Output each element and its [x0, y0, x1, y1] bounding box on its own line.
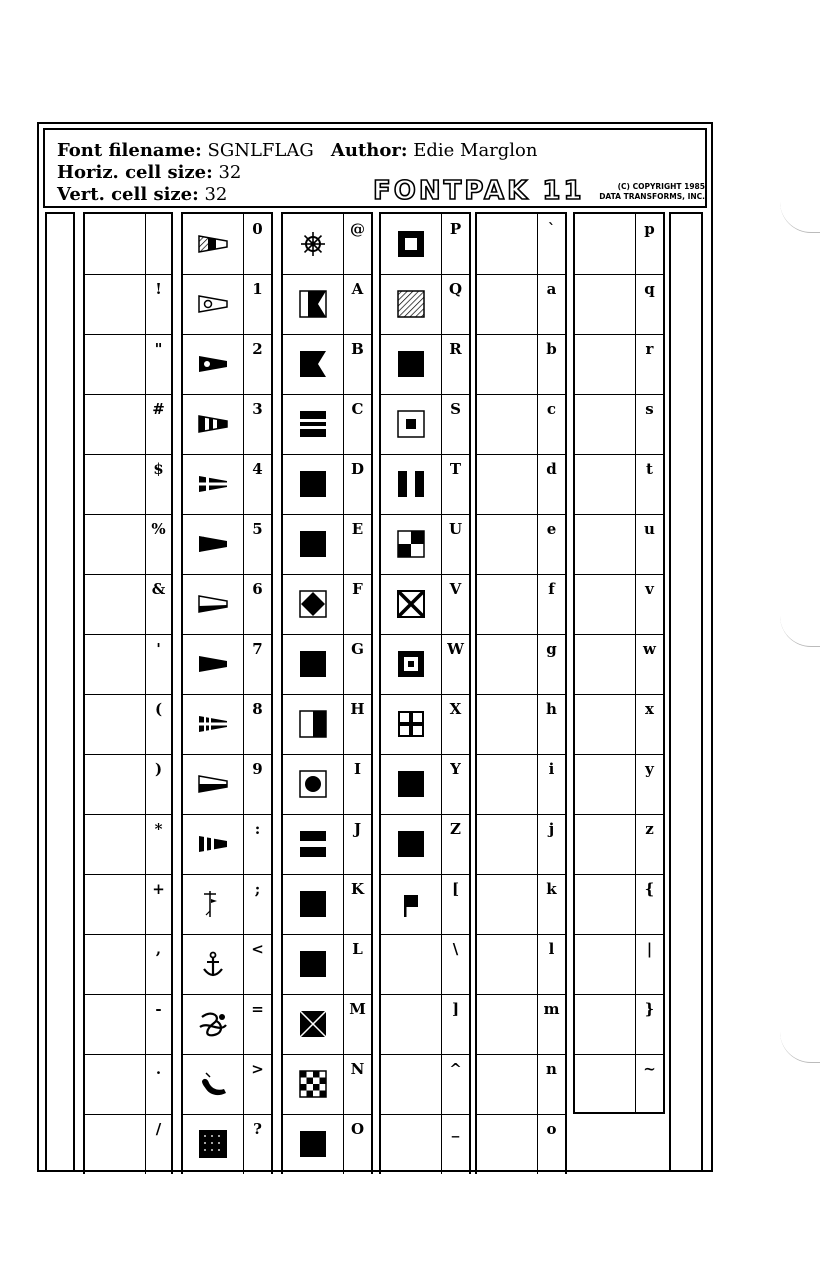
char-column-block	[181, 212, 273, 1174]
glyph-cell	[283, 514, 343, 574]
glyph-cell	[85, 694, 145, 754]
glyph-cell	[85, 394, 145, 454]
font-chart-sheet	[37, 122, 713, 1172]
glyph-cell	[283, 1054, 343, 1114]
anchor-icon	[196, 947, 230, 981]
glyph-cell	[477, 1114, 537, 1174]
char-label: S	[441, 394, 469, 454]
char-column-block	[83, 212, 173, 1174]
glyph-cell	[381, 694, 441, 754]
char-label: (	[145, 694, 171, 754]
char-label: }	[635, 994, 663, 1054]
glyph-cell	[85, 634, 145, 694]
char-label: U	[441, 514, 469, 574]
char-label: 2	[243, 334, 271, 394]
glyph-cell	[575, 574, 635, 634]
glyph-cell	[477, 454, 537, 514]
char-label: c	[537, 394, 565, 454]
glyph-cell	[575, 634, 635, 694]
horiz-size-label: Horiz. cell size:	[57, 162, 213, 183]
char-column-block	[475, 212, 567, 1174]
small-flag-icon	[394, 887, 428, 921]
glyph-cell	[183, 514, 243, 574]
glyph-cell	[85, 574, 145, 634]
glyph-cell	[575, 274, 635, 334]
glyph-cell	[381, 1114, 441, 1174]
char-label: C	[343, 394, 371, 454]
glyph-cell	[477, 694, 537, 754]
glyph-cell	[381, 274, 441, 334]
horiz-size-line	[57, 162, 241, 183]
char-label: $	[145, 454, 171, 514]
glyph-cell	[381, 814, 441, 874]
flag-q-icon	[394, 287, 428, 321]
char-label: '	[145, 634, 171, 694]
glyph-cell	[85, 1054, 145, 1114]
char-label: n	[537, 1054, 565, 1114]
char-label: &	[145, 574, 171, 634]
glyph-cell	[575, 454, 635, 514]
char-label: f	[537, 574, 565, 634]
glyph-cell	[381, 634, 441, 694]
char-column-block	[281, 212, 373, 1174]
char-label: >	[243, 1054, 271, 1114]
glyph-cell	[575, 754, 635, 814]
char-label: =	[243, 994, 271, 1054]
flag-l-icon	[296, 947, 330, 981]
glyph-cell	[85, 1114, 145, 1174]
pennant-cross-bars-icon	[196, 707, 230, 741]
glyph-cell	[85, 874, 145, 934]
punch-hole-middle	[780, 616, 820, 647]
copyright-line-1: (C) COPYRIGHT 1985	[617, 182, 705, 191]
flag-s-icon	[394, 407, 428, 441]
char-label: t	[635, 454, 663, 514]
glyph-cell	[477, 274, 537, 334]
font-filename: SGNLFLAG	[207, 140, 314, 161]
glyph-cell	[283, 994, 343, 1054]
flag-v-icon	[394, 587, 428, 621]
glyph-cell	[85, 814, 145, 874]
glyph-cell	[85, 214, 145, 274]
char-label: ^	[441, 1054, 469, 1114]
pennant-dark-hatch-icon	[196, 647, 230, 681]
char-label: r	[635, 334, 663, 394]
glyph-cell	[183, 1114, 243, 1174]
glyph-cell	[575, 934, 635, 994]
char-label: `	[537, 214, 565, 274]
fontpak-logo: FONTPAK 11	[373, 176, 585, 206]
glyph-cell	[477, 994, 537, 1054]
glyph-cell	[477, 934, 537, 994]
char-label: /	[145, 1114, 171, 1174]
glyph-cell	[183, 634, 243, 694]
flag-o-icon	[296, 1127, 330, 1161]
glyph-cell	[381, 514, 441, 574]
char-label: k	[537, 874, 565, 934]
glyph-cell	[183, 394, 243, 454]
char-label: d	[537, 454, 565, 514]
char-label: l	[537, 934, 565, 994]
char-label: Q	[441, 274, 469, 334]
vert-size-line	[57, 184, 227, 205]
glyph-cell	[575, 214, 635, 274]
char-label: F	[343, 574, 371, 634]
glyph-cell	[477, 214, 537, 274]
char-label: B	[343, 334, 371, 394]
author-name: Edie Marglon	[413, 140, 538, 161]
char-label: {	[635, 874, 663, 934]
author-label: Author:	[330, 140, 408, 161]
glyph-cell	[183, 874, 243, 934]
glyph-cell	[183, 694, 243, 754]
char-label: G	[343, 634, 371, 694]
char-label: V	[441, 574, 469, 634]
glyph-cell	[283, 214, 343, 274]
glyph-cell	[381, 214, 441, 274]
char-label: "	[145, 334, 171, 394]
flag-g-icon	[296, 647, 330, 681]
glyph-cell	[381, 454, 441, 514]
char-label: p	[635, 214, 663, 274]
char-label: E	[343, 514, 371, 574]
glyph-cell	[283, 934, 343, 994]
char-column-block	[379, 212, 471, 1174]
flag-b-icon	[296, 347, 330, 381]
glyph-cell	[477, 394, 537, 454]
glyph-cell	[183, 934, 243, 994]
copyright-notice	[593, 182, 705, 202]
char-label: W	[441, 634, 469, 694]
char-label: 7	[243, 634, 271, 694]
glyph-cell	[575, 994, 635, 1054]
glyph-cell	[575, 694, 635, 754]
char-label: o	[537, 1114, 565, 1174]
glyph-cell	[283, 274, 343, 334]
char-label: .	[145, 1054, 171, 1114]
char-label: [	[441, 874, 469, 934]
char-label: +	[145, 874, 171, 934]
char-label: 3	[243, 394, 271, 454]
char-label: I	[343, 754, 371, 814]
pennant-half-icon	[196, 767, 230, 801]
char-label: b	[537, 334, 565, 394]
flag-i-icon	[296, 767, 330, 801]
glyph-cell	[575, 514, 635, 574]
glyph-cell	[183, 994, 243, 1054]
glyph-cell	[183, 1054, 243, 1114]
glyph-cell	[381, 574, 441, 634]
flag-t-icon	[394, 467, 428, 501]
char-label: y	[635, 754, 663, 814]
char-label: ?	[243, 1114, 271, 1174]
glyph-cell	[575, 814, 635, 874]
pennant-hatched-icon	[196, 527, 230, 561]
flag-r-icon	[394, 347, 428, 381]
punch-hole-top	[780, 202, 820, 233]
char-label: ]	[441, 994, 469, 1054]
char-label: O	[343, 1114, 371, 1174]
flag-x-icon	[394, 707, 428, 741]
char-label: s	[635, 394, 663, 454]
vert-size-value: 32	[204, 184, 228, 205]
flag-h-icon	[296, 707, 330, 741]
glyph-cell	[283, 814, 343, 874]
char-label: %	[145, 514, 171, 574]
char-label: j	[537, 814, 565, 874]
left-margin-column	[45, 212, 75, 1172]
glyph-cell	[477, 514, 537, 574]
char-label: v	[635, 574, 663, 634]
glyph-cell	[183, 214, 243, 274]
stars-flag-icon	[196, 1127, 230, 1161]
char-label: _	[441, 1114, 469, 1174]
glyph-cell	[283, 1114, 343, 1174]
glyph-cell	[381, 394, 441, 454]
char-label: K	[343, 874, 371, 934]
char-label: e	[537, 514, 565, 574]
flag-c-icon	[296, 407, 330, 441]
pennant-black-dot-icon	[196, 347, 230, 381]
char-label: m	[537, 994, 565, 1054]
flag-n-icon	[296, 1067, 330, 1101]
font-filename-label: Font filename:	[57, 140, 202, 161]
glyph-cell	[477, 874, 537, 934]
glyph-cell	[85, 274, 145, 334]
glyph-cell	[283, 334, 343, 394]
glyph-cell	[85, 454, 145, 514]
punch-hole-bottom	[780, 1032, 820, 1063]
font-filename-line	[57, 140, 538, 161]
char-label: N	[343, 1054, 371, 1114]
glyph-cell	[477, 334, 537, 394]
pennant-circle-icon	[196, 287, 230, 321]
glyph-cell	[183, 454, 243, 514]
glyph-cell	[283, 874, 343, 934]
glyph-cell	[477, 634, 537, 694]
char-label: x	[635, 694, 663, 754]
glyph-cell	[283, 454, 343, 514]
glyph-cell	[183, 274, 243, 334]
char-label	[145, 214, 171, 274]
ship-wheel-icon	[296, 227, 330, 261]
char-label: D	[343, 454, 371, 514]
glyph-cell	[183, 574, 243, 634]
char-label: u	[635, 514, 663, 574]
flag-a-icon	[296, 287, 330, 321]
char-label: H	[343, 694, 371, 754]
char-label: w	[635, 634, 663, 694]
glyph-cell	[283, 394, 343, 454]
pennant-white-icon	[196, 587, 230, 621]
char-label: Z	[441, 814, 469, 874]
flag-j-icon	[296, 827, 330, 861]
bird-icon	[196, 1067, 230, 1101]
glyph-cell	[183, 754, 243, 814]
char-label: #	[145, 394, 171, 454]
char-label: 8	[243, 694, 271, 754]
char-label: T	[441, 454, 469, 514]
pennant-bars-icon	[196, 827, 230, 861]
glyph-cell	[85, 334, 145, 394]
char-label: <	[243, 934, 271, 994]
pennant-hatch-stripe-icon	[196, 227, 230, 261]
char-label: )	[145, 754, 171, 814]
char-label: X	[441, 694, 469, 754]
char-label: |	[635, 934, 663, 994]
glyph-cell	[381, 934, 441, 994]
char-label: ;	[243, 874, 271, 934]
glyph-cell	[575, 334, 635, 394]
pennant-cross-icon	[196, 467, 230, 501]
char-label: 5	[243, 514, 271, 574]
glyph-cell	[183, 814, 243, 874]
flag-e-icon	[296, 527, 330, 561]
flag-m-icon	[296, 1007, 330, 1041]
glyph-cell	[85, 514, 145, 574]
glyph-cell	[381, 874, 441, 934]
glyph-cell	[477, 754, 537, 814]
copyright-line-2: DATA TRANSFORMS, INC.	[599, 192, 705, 201]
glyph-cell	[283, 694, 343, 754]
flag-d-icon	[296, 467, 330, 501]
char-label: *	[145, 814, 171, 874]
flag-f-icon	[296, 587, 330, 621]
glyph-cell	[381, 1054, 441, 1114]
glyph-cell	[575, 1054, 635, 1114]
char-label: q	[635, 274, 663, 334]
char-label: 4	[243, 454, 271, 514]
glyph-cell	[283, 754, 343, 814]
char-label: -	[145, 994, 171, 1054]
char-label: P	[441, 214, 469, 274]
font-header	[43, 128, 707, 208]
char-label: 9	[243, 754, 271, 814]
char-label: i	[537, 754, 565, 814]
pennant-stripes-icon	[196, 407, 230, 441]
glyph-cell	[575, 394, 635, 454]
char-label: g	[537, 634, 565, 694]
char-label: Y	[441, 754, 469, 814]
glyph-cell	[85, 994, 145, 1054]
char-label: z	[635, 814, 663, 874]
char-label: L	[343, 934, 371, 994]
flag-z-icon	[394, 827, 428, 861]
flag-k-icon	[296, 887, 330, 921]
char-label: A	[343, 274, 371, 334]
flag-y-icon	[394, 767, 428, 801]
glyph-cell	[85, 754, 145, 814]
glyph-cell	[477, 1054, 537, 1114]
char-label: R	[441, 334, 469, 394]
vert-size-label: Vert. cell size:	[57, 184, 199, 205]
char-label: @	[343, 214, 371, 274]
horiz-size-value: 32	[218, 162, 242, 183]
flag-p-icon	[394, 227, 428, 261]
glyph-cell	[381, 994, 441, 1054]
signal-mast-icon	[196, 887, 230, 921]
char-label: h	[537, 694, 565, 754]
char-label: ,	[145, 934, 171, 994]
glyph-cell	[283, 634, 343, 694]
char-column-block	[573, 212, 665, 1114]
glyph-cell	[85, 934, 145, 994]
char-label: 6	[243, 574, 271, 634]
char-label: \	[441, 934, 469, 994]
flag-u-icon	[394, 527, 428, 561]
glyph-cell	[381, 334, 441, 394]
char-label: J	[343, 814, 371, 874]
right-margin-column	[669, 212, 703, 1172]
char-label: !	[145, 274, 171, 334]
char-label: 0	[243, 214, 271, 274]
char-label: ~	[635, 1054, 663, 1114]
glyph-cell	[283, 574, 343, 634]
char-label: :	[243, 814, 271, 874]
glyph-cell	[381, 754, 441, 814]
char-label: a	[537, 274, 565, 334]
char-label: M	[343, 994, 371, 1054]
glyph-cell	[477, 814, 537, 874]
glyph-cell	[477, 574, 537, 634]
glyph-cell	[575, 874, 635, 934]
flag-w-icon	[394, 647, 428, 681]
char-label: 1	[243, 274, 271, 334]
knot-icon	[196, 1007, 230, 1041]
glyph-cell	[183, 334, 243, 394]
